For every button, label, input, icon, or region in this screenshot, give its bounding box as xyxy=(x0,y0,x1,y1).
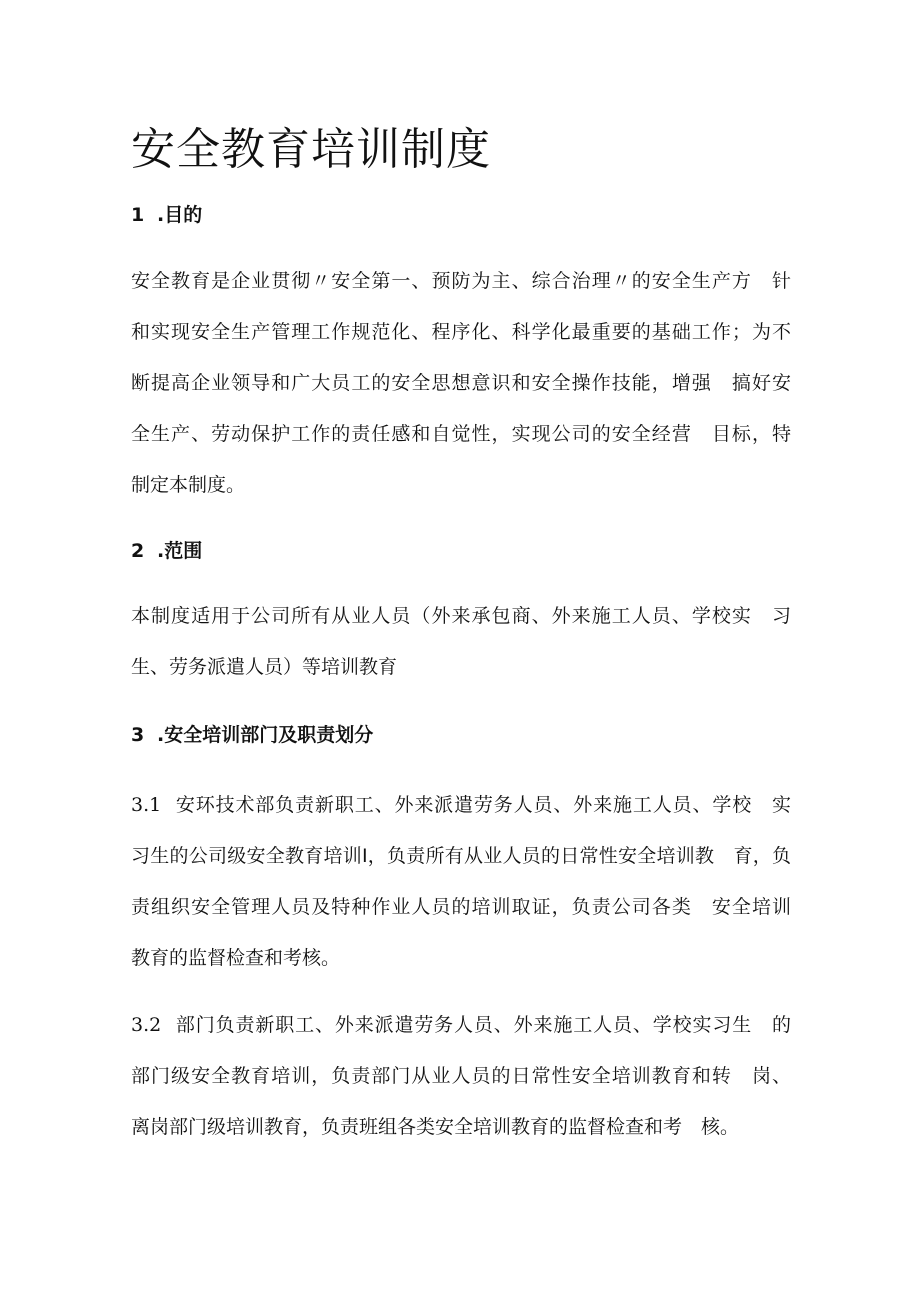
paragraph-line: 责组织安全管理人员及特种作业人员的培训取证，负责公司各类 安全培训 xyxy=(131,896,791,918)
section-number: 2 xyxy=(131,540,145,562)
paragraph-line xyxy=(131,1000,791,1051)
clause-number: 3.1 xyxy=(131,794,162,816)
clause-3-2 xyxy=(131,1000,791,1153)
clause-number: 3.2 xyxy=(131,1014,162,1036)
paragraph-line: 生、劳务派遣人员）等培训教育 xyxy=(131,656,398,678)
paragraph-line: 和实现安全生产管理工作规范化、程序化、科学化最重要的基础工作；为不 xyxy=(131,321,791,343)
section-number: 3 xyxy=(131,724,145,746)
paragraph-line: 安全教育是企业贯彻〃安全第一、预防为主、综合治理〃的安全生产方 针 xyxy=(131,270,791,292)
purpose-paragraph xyxy=(131,256,791,511)
clause-text: 安环技术部负责新职工、外来派遣劳务人员、外来施工人员、学校 实 xyxy=(175,794,791,816)
paragraph-line: 制定本制度。 xyxy=(131,474,246,496)
section-number: 1 xyxy=(131,204,145,226)
section-heading-purpose xyxy=(131,202,202,228)
section-heading-responsibilities xyxy=(131,722,373,748)
clause-text: 部门负责新职工、外来派遣劳务人员、外来施工人员、学校实习生 的 xyxy=(175,1014,791,1036)
section-heading-scope xyxy=(131,538,202,564)
section-title: .范围 xyxy=(157,540,203,562)
paragraph-line xyxy=(131,780,791,831)
paragraph-line: 断提高企业领导和广大员工的安全思想意识和安全操作技能，增强 搞好安 xyxy=(131,372,791,394)
paragraph-line: 离岗部门级培训教育，负责班组各类安全培训教育的监督检查和考 核。 xyxy=(131,1116,740,1138)
clause-3-1 xyxy=(131,780,791,984)
paragraph-line: 习生的公司级安全教育培训I，负责所有从业人员的日常性安全培训教 育，负 xyxy=(131,845,791,867)
paragraph-line: 本制度适用于公司所有从业人员（外来承包商、外来施工人员、学校实 习 xyxy=(131,605,791,627)
section-title: .目的 xyxy=(157,204,203,226)
section-title: .安全培训部门及职责划分 xyxy=(157,724,374,746)
paragraph-line: 教育的监督检查和考核。 xyxy=(131,947,341,969)
scope-paragraph xyxy=(131,591,791,693)
document-title: 安全教育培训制度 xyxy=(131,124,491,175)
paragraph-line: 部门级安全教育培训，负责部门从业人员的日常性安全培训教育和转 岗、 xyxy=(131,1065,791,1087)
paragraph-line: 全生产、劳动保护工作的责任感和自觉性，实现公司的安全经营 目标，特 xyxy=(131,423,791,445)
